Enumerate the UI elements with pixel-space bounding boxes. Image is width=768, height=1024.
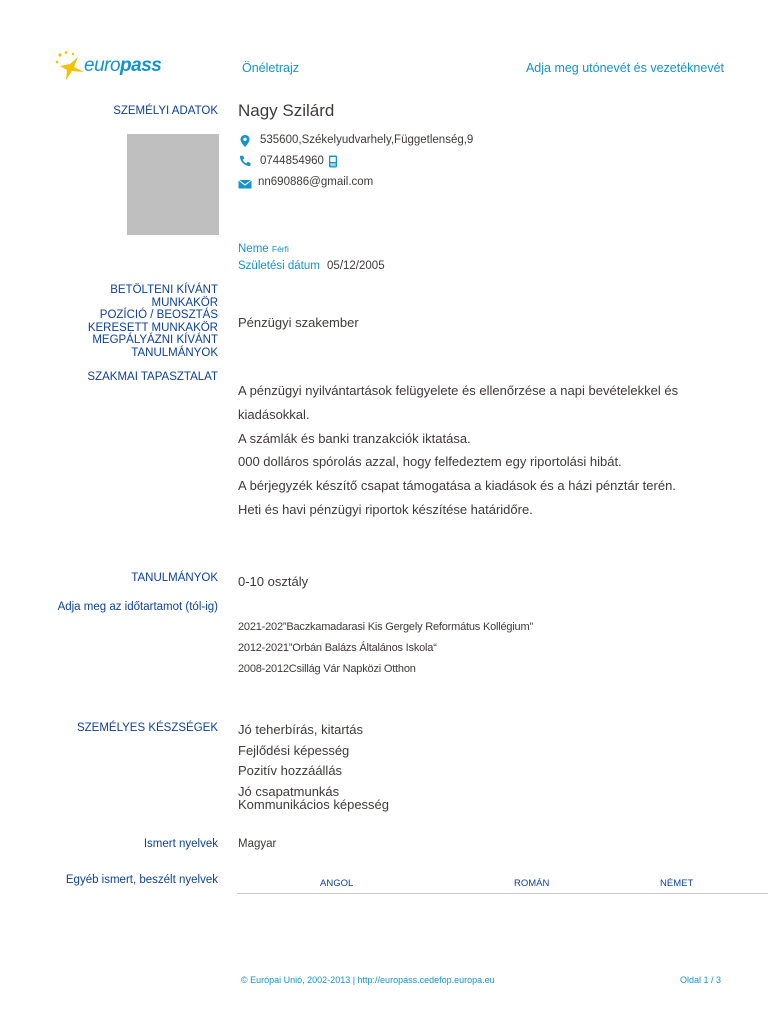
position-label-line: POZÍCIÓ / BEOSZTÁS — [99, 309, 218, 321]
language-column-romanian: ROMÁN — [514, 878, 550, 889]
gender-label: Neme — [238, 243, 269, 255]
education-item: 2012-2021”Orbán Balázs Általános Iskola“ — [238, 642, 437, 654]
education-item: 2021-202”Baczkamadarasi Kis Gergely Református Kollégium” — [238, 621, 533, 633]
skill-item: Pozitív hozzáállás — [238, 763, 343, 778]
document-type: Önéletrajz — [242, 61, 299, 75]
footer-page-number: Oldal 1 / 3 — [679, 975, 721, 985]
logo-wordmark: europass — [84, 55, 162, 76]
mobile-icon — [328, 155, 338, 168]
position-label-line: MUNKAKÖR — [151, 296, 218, 309]
known-languages-value: Magyar — [238, 838, 277, 850]
education-period-label: Adja meg az időtartamot (tól-ig) — [57, 601, 218, 613]
experience-line: A bérjegyzék készítő csapat támogatása a kiadások és a házi pénztár terén. — [238, 478, 676, 494]
gender-value: Férfi — [271, 244, 289, 254]
person-name: Nagy Szilárd — [238, 101, 335, 120]
email-icon — [238, 177, 252, 191]
desired-position: Pénzügyi szakember — [238, 315, 359, 330]
position-label-line: BETÖLTENI KÍVÁNT — [110, 284, 218, 296]
address: 535600,Székelyudvarhely,Függetlenség,9 — [260, 134, 474, 146]
language-table-divider — [237, 893, 768, 894]
birth-value: 05/12/2005 — [327, 260, 385, 272]
experience-text — [238, 379, 678, 522]
experience-line: A számlák és banki tranzakciók iktatása. — [238, 430, 471, 446]
email-address: nn690886@gmail.com — [258, 176, 374, 188]
experience-line: Heti és havi pénzügyi riportok készítése határidőre. — [238, 501, 533, 517]
education-title: 0-10 osztály — [238, 574, 309, 589]
phone-number: 0744854960 — [260, 155, 324, 167]
footer-copyright: © Európai Unió, 2002-2013 | http://europass.cedefop.europa.eu — [241, 975, 495, 985]
name-hint: Adja meg utónevét és vezetéknevét — [525, 61, 724, 75]
experience-line: kiadásokkal. — [238, 406, 310, 422]
education-item: 2008-2012Csillág Vár Napközi Otthon — [238, 663, 416, 675]
skills-list — [238, 722, 389, 811]
education-list — [238, 617, 533, 680]
skill-item: Jó csapatmunkás — [238, 783, 340, 799]
skill-item: Fejlődési képesség — [238, 742, 350, 758]
section-label-personal: SZEMÉLYI ADATOK — [113, 105, 218, 117]
section-label-skills: SZEMÉLYES KÉSZSÉGEK — [76, 722, 218, 734]
other-languages-label: Egyéb ismert, beszélt nyelvek — [65, 874, 218, 886]
section-label-experience: SZAKMAI TAPASZTALAT — [87, 371, 218, 383]
europass-logo — [54, 50, 164, 82]
location-pin-icon — [238, 134, 252, 148]
language-column-english: ANGOL — [320, 878, 354, 889]
section-label-position — [88, 284, 218, 359]
skill-item: Jó teherbírás, kitartás — [238, 722, 363, 737]
phone-icon — [238, 154, 252, 168]
birth-label: Születési dátum — [238, 260, 320, 272]
section-label-education: TANULMÁNYOK — [131, 572, 218, 584]
position-label-line: TANULMÁNYOK — [131, 346, 218, 359]
birth-row — [238, 260, 385, 272]
gender-row — [238, 243, 289, 255]
europass-star-icon — [54, 50, 88, 82]
language-column-german: NÉMET — [660, 878, 694, 889]
profile-photo — [127, 134, 219, 235]
experience-line: A pénzügyi nyilvántartások felügyelete és ellenőrzése a napi bevételekkel és — [238, 383, 679, 398]
experience-line: 000 dolláros spórolás azzal, hogy felfedeztem egy riportolási hibát. — [238, 454, 622, 470]
position-label-line: KERESETT MUNKAKÖR — [87, 321, 218, 334]
skill-item: Kommunikácios képesség — [238, 797, 390, 812]
known-languages-label: Ismert nyelvek — [143, 838, 218, 850]
position-label-line: MEGPÁLYÁZNI KÍVÁNT — [92, 334, 218, 346]
